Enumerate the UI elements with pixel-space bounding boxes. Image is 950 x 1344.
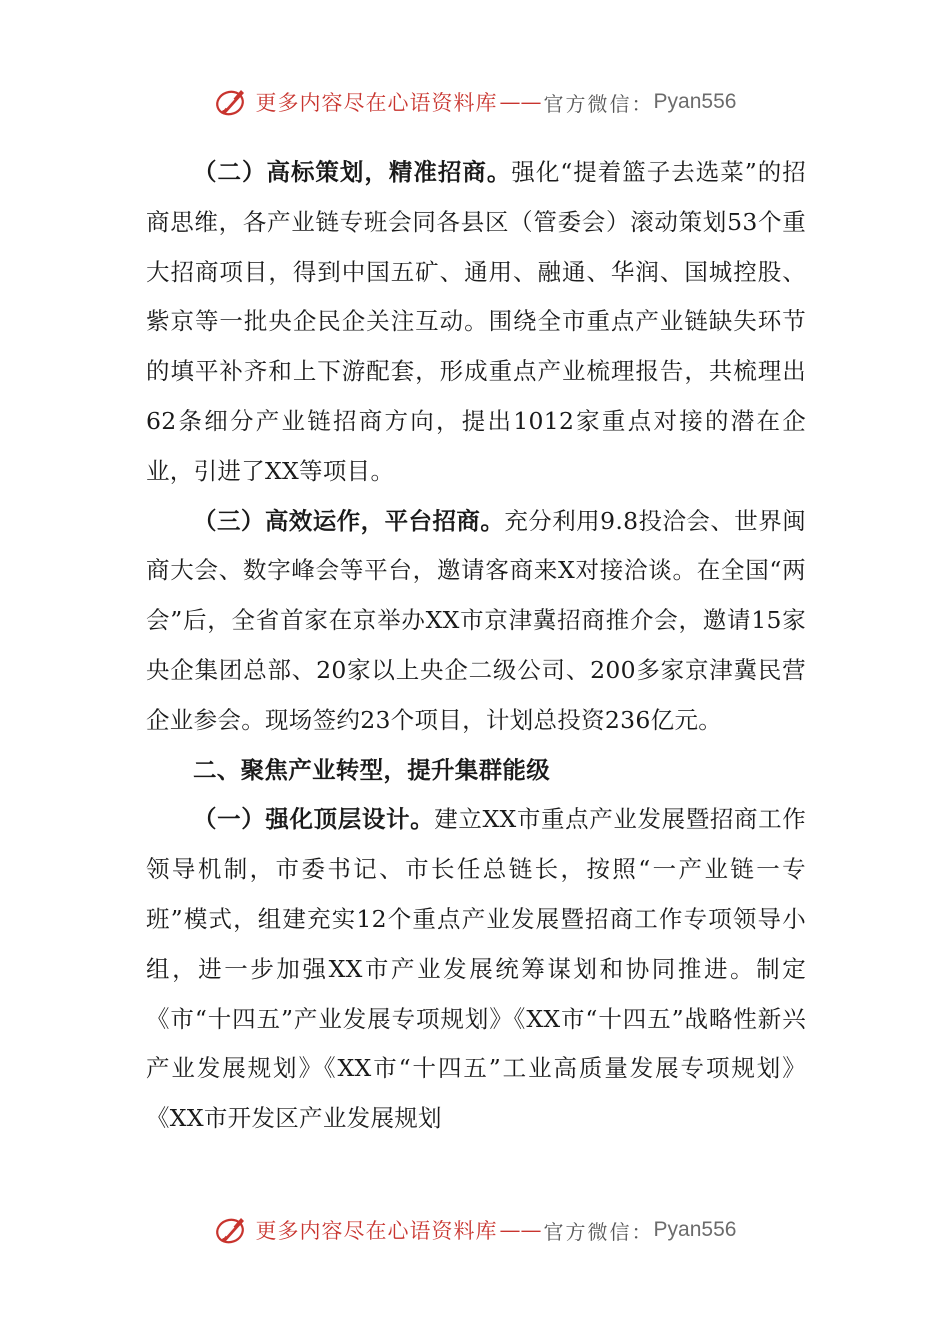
paragraph [146, 795, 806, 1144]
paragraph-body: 建立XX市重点产业发展暨招商工作领导机制，市委书记、市长任总链长，按照“一产业链一专班”模式，组建充实12个重点产业发展暨招商工作专项领导小组，进一步加强XX市产业发展统筹谋划和协同推进。制定《市“十四五”产业发展专项规划》《XX市“十四五”战略性新兴产业发展规划》《XX市“十四五”工业高质量发展专项规划》《XX市开发区产业发展规划 [146, 805, 807, 1133]
watermark-banner-top [0, 80, 950, 124]
wechat-label: 官方微信： [543, 91, 654, 116]
paragraph-lead: （三）高效运作，平台招商。 [193, 506, 505, 535]
paragraph-lead: （二）高标策划，精准招商。 [193, 158, 512, 186]
quill-logo-icon [214, 1212, 250, 1248]
wechat-id: Pyan556 [653, 90, 737, 113]
section-heading: 二、聚焦产业转型，提升集群能级 [193, 755, 550, 784]
paragraph-body: 充分利用9.8投洽会、世界闽商大会、数字峰会等平台，邀请客商来X对接洽谈。在全国“两会”后，全省首家在京举办XX市京津冀招商推介会，邀请15家央企集团总部、20家以上央企二级公司、200多家京津冀民营企业参会。现场签约23个项目，计划总投资236亿元。 [146, 506, 806, 734]
watermark-separator: —— [499, 90, 542, 114]
watermark-text: 更多内容尽在心语资料库 [255, 1219, 498, 1243]
watermark-text: 更多内容尽在心语资料库 [255, 91, 498, 115]
watermark-separator: —— [499, 1218, 542, 1242]
wechat-id: Pyan556 [653, 1218, 737, 1241]
paragraph-lead: （一）强化顶层设计。 [193, 805, 435, 834]
quill-logo-icon [214, 84, 250, 120]
paragraph [146, 497, 806, 746]
document-body [146, 148, 806, 1144]
watermark-banner-bottom [0, 1208, 950, 1252]
paragraph-body: 强化“提着篮子去选菜”的招商思维，各产业链专班会同各县区（管委会）滚动策划53个重大招商项目，得到中国五矿、通用、融通、华润、国城控股、紫京等一批央企民企关注互动。围绕全市重点产业链缺失环节的填平补齐和上下游配套，形成重点产业梳理报告，共梳理出62条细分产业链招商方向，提出1012家重点对接的潜在企业，引进了XX等项目。 [146, 158, 806, 485]
paragraph [146, 148, 806, 497]
wechat-label: 官方微信： [543, 1219, 654, 1244]
